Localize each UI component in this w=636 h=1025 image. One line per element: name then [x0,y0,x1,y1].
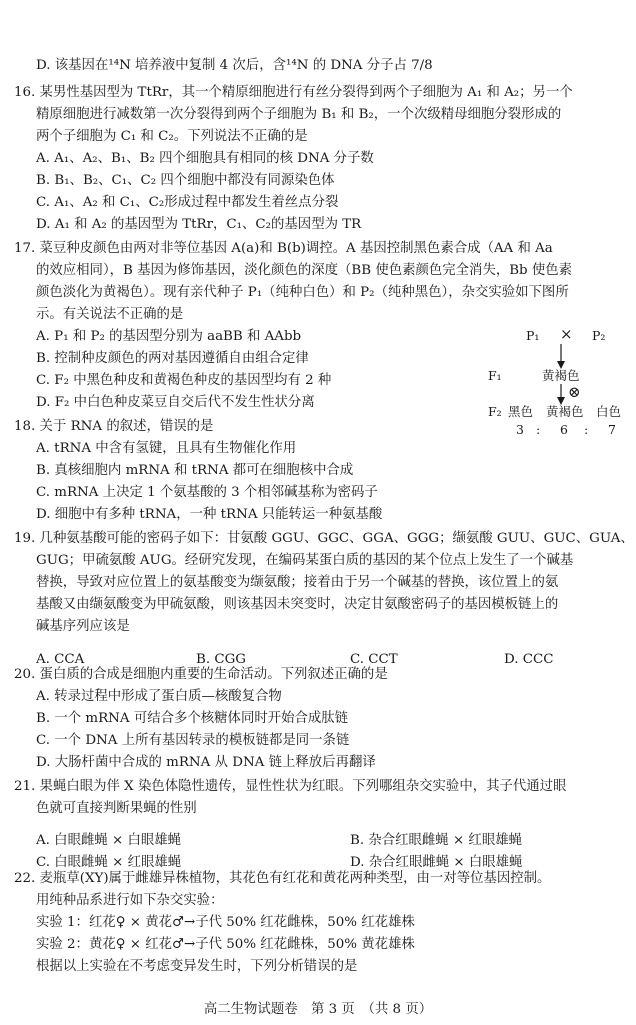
p1-label: P₁ [526,328,540,343]
text-line: B. 真核细胞内 mRNA 和 tRNA 都可在细胞核中合成 [36,463,354,478]
ratio-sep: : [536,422,541,437]
text-line: 示。有关说法不正确的是 [36,307,184,322]
ratio-sep: : [584,422,589,437]
ratio-black: 3 [516,422,524,437]
text-line: 用纯种品系进行如下杂交实验： [36,893,224,908]
text-line: 颜色淡化为黄褐色）。现有亲代种子 P₁（纯种白色）和 P₂（纯种黑色），杂交实验如下图所 [36,285,569,300]
text-line: 实验 1：红花♀ × 黄花♂→子代 50% 红花雌株，50% 红花雄株 [36,915,415,930]
text-line: D. 该基因在¹⁴N 培养液中复制 4 次后，含¹⁴N 的 DNA 分子占 7/8 [36,58,433,73]
text-line: A. A₁、A₂、B₁、B₂ 四个细胞具有相同的核 DNA 分子数 [36,151,374,166]
text-line: D. A₁ 和 A₂ 的基因型为 TtRr，C₁、C₂的基因型为 TR [36,217,362,232]
f2-white-label: 白色 [596,404,622,419]
text-line: A. P₁ 和 P₂ 的基因型分别为 aaBB 和 AAbb [36,329,302,344]
text-line: 的效应相同），B 基因为修饰基因，淡化颜色的深度（BB 使色素颜色完全消失，Bb 使色素 [36,263,573,278]
text-line: 两个子细胞为 C₁ 和 C₂。下列说法不正确的是 [36,129,308,144]
text-line: GUG；甲硫氨酸 AUG。经研究发现，在编码某蛋白质的基因的某个位点上发生了一个碱基 [36,553,574,568]
question-line: 21. 果蝇白眼为伴 X 染色体隐性遗传，显性性状为红眼。下列哪组杂交实验中，其子代通过眼 [14,779,567,794]
question-line: 18. 关于 RNA 的叙述，错误的是 [14,419,214,434]
text-line: D. 大肠杆菌中合成的 mRNA 从 DNA 链上释放后再翻译 [36,755,376,770]
text-line: 基酸又由缬氨酸变为甲硫氨酸，则该基因未突变时，决定甘氨酸密码子的基因模板链上的 [36,597,559,612]
text-line: C. A₁、A₂ 和 C₁、C₂形成过程中都发生着丝点分裂 [36,195,339,210]
text-line: 精原细胞进行减数第一次分裂得到两个子细胞为 B₁ 和 B₂，一个次级精母细胞分裂形成的 [36,107,562,122]
q21-option-c: C. 白眼雌蝇 × 红眼雄蝇 [36,855,182,870]
arrow-down-icon [554,344,568,370]
f2-label: F₂ [488,404,502,419]
text-line: 碱基序列应该是 [36,619,130,634]
q19-option-d: D. CCC [504,652,554,667]
text-line: D. F₂ 中白色种皮菜豆自交后代不发生性状分离 [36,395,315,410]
question-line: 19. 几种氨基酸可能的密码子如下：甘氨酸 GGU、GGC、GGA、GGG；缬氨酸 GUU、GUC、GUA、 [14,531,634,546]
text-line: A. tRNA 中含有氢键，且具有生物催化作用 [36,441,297,456]
question-line: 16. 某男性基因型为 TtRr，其一个精原细胞进行有丝分裂得到两个子细胞为 A₁ 和 A₂；另一个 [14,85,573,100]
q19-option-b: B. CGG [196,652,246,667]
text-line: D. 细胞中有多种 tRNA，一种 tRNA 只能转运一种氨基酸 [36,507,383,522]
f1-phenotype: 黄褐色 [542,368,580,383]
f1-label: F₁ [488,368,502,383]
f2-tan-label: 黄褐色 [546,404,584,419]
cross-diagram [486,326,636,441]
q21-option-a: A. 白眼雌蝇 × 白眼雄蝇 [36,833,182,848]
text-line: 色就可直接判断果蝇的性别 [36,801,197,816]
q21-option-d: D. 杂合红眼雌蝇 × 白眼雄蝇 [350,855,523,870]
arrow-down-icon [554,384,568,406]
question-line: 20. 蛋白质的合成是细胞内重要的生命活动。下列叙述正确的是 [14,667,388,682]
f2-black-label: 黑色 [508,404,534,419]
text-line: C. 一个 DNA 上所有基因转录的模板链都是同一条链 [36,733,350,748]
text-line: B. 控制种皮颜色的两对基因遵循自由组合定律 [36,351,309,366]
text-line: A. 转录过程中形成了蛋白质—核酸复合物 [36,689,282,704]
ratio-white: 7 [608,422,616,437]
q21-option-b: B. 杂合红眼雌蝇 × 红眼雄蝇 [350,833,522,848]
text-line: C. mRNA 上决定 1 个氨基酸的 3 个相邻碱基称为密码子 [36,485,378,500]
text-line: 替换，导致对应位置上的氨基酸变为缬氨酸；接着由于另一个碱基的替换，该位置上的氨 [36,575,559,590]
text-line: B. B₁、B₂、C₁、C₂ 四个细胞中都没有同源染色体 [36,173,335,188]
p2-label: P₂ [592,328,606,343]
q19-option-c: C. CCT [350,652,398,667]
page-footer: 高二生物试题卷 第 3 页 （共 8 页） [203,1002,433,1017]
ratio-tan: 6 [560,422,568,437]
text-line: 实验 2：黄花♀ × 红花♂→子代 50% 红花雌株，50% 黄花雄株 [36,937,415,952]
question-line: 17. 菜豆种皮颜色由两对非等位基因 A(a)和 B(b)调控。A 基因控制黑色素合成（AA 和 Aa [14,241,553,256]
text-line: C. F₂ 中黑色种皮和黄褐色种皮的基因型均有 2 种 [36,373,332,388]
cross-symbol: × [560,325,573,343]
q19-option-a: A. CCA [36,652,85,667]
text-line: B. 一个 mRNA 可结合多个核糖体同时开始合成肽链 [36,711,349,726]
question-line: 22. 麦瓶草(XY)属于雌雄异株植物，其花色有红花和黄花两种类型，由一对等位基因控制。 [14,871,551,886]
selfing-symbol: ⊗ [568,383,581,401]
text-line: 根据以上实验在不考虑变异发生时，下列分析错误的是 [36,959,358,974]
